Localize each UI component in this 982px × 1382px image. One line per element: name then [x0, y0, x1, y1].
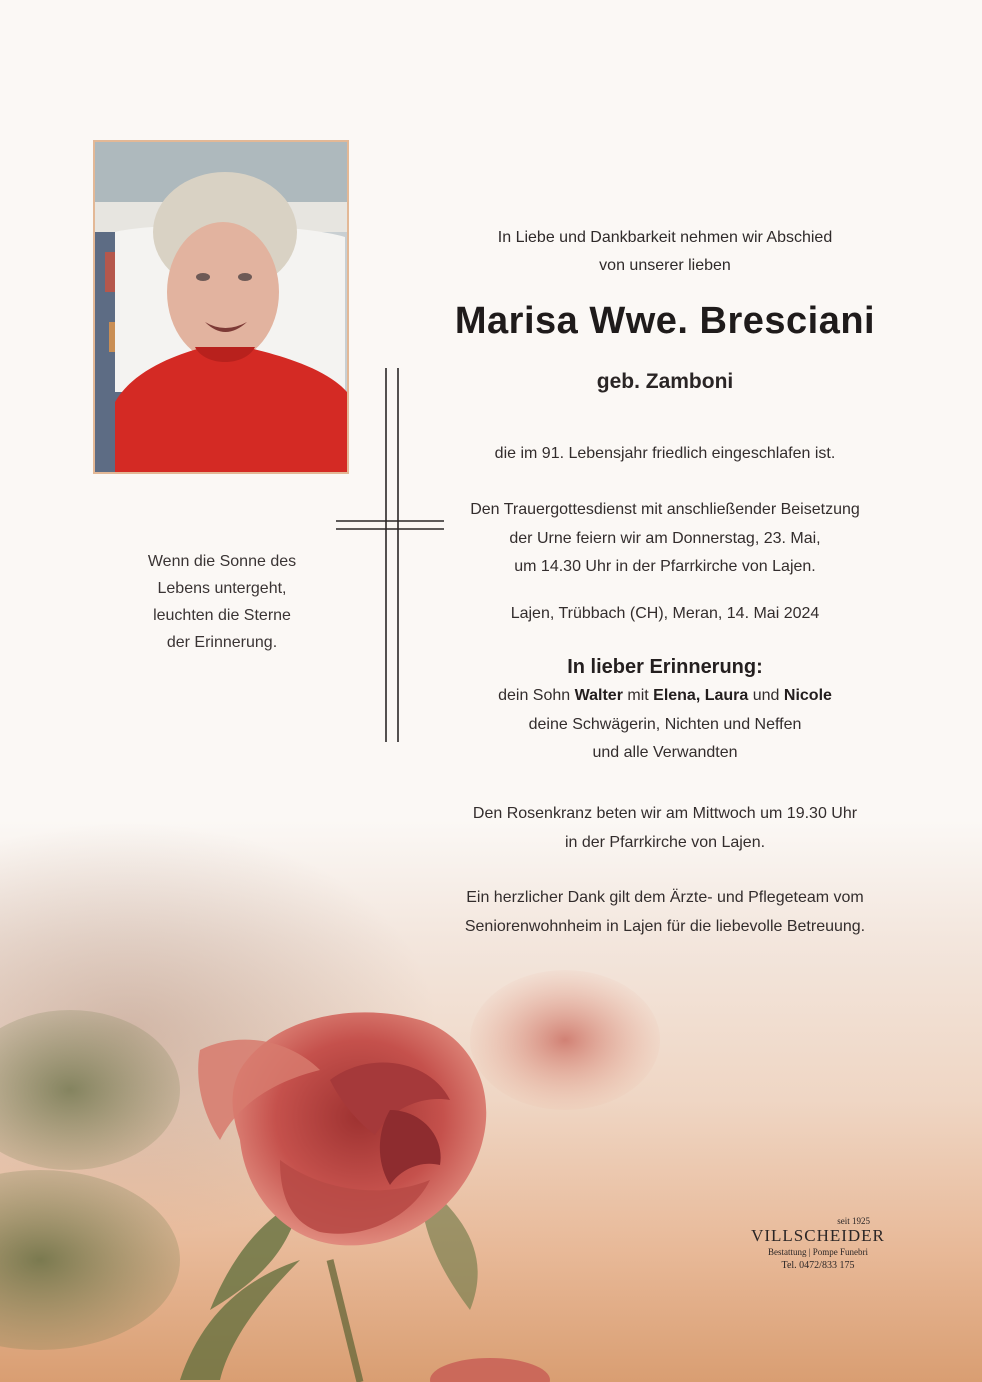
mourner-name: Nicole — [783, 687, 832, 704]
mourner-name: Elena, Laura — [653, 687, 749, 704]
logo-since: seit 1925 — [837, 1216, 870, 1226]
mourners-line — [445, 682, 885, 711]
quote-line: der Erinnerung. — [166, 634, 278, 651]
service-line: Den Trauergottesdienst mit anschließender Beisetzung — [470, 501, 860, 518]
intro-line: von unserer lieben — [599, 257, 731, 274]
intro-text — [445, 224, 885, 280]
rosary-line: Den Rosenkranz beten wir am Mittwoch um 19.30 Uhr — [472, 805, 858, 822]
logo-subtitle: Bestattung | Pompe Funebri — [767, 1247, 869, 1257]
thanks-line: Seniorenwohnheim in Lajen für die liebevolle Betreuung. — [464, 917, 866, 935]
quote-line: Wenn die Sonne des — [147, 553, 297, 570]
quote-line: Lebens untergeht, — [157, 580, 287, 597]
quote — [112, 548, 332, 656]
cross-icon — [336, 368, 444, 742]
passing-line: die im 91. Lebensjahr friedlich eingeschlafen ist. — [494, 445, 836, 462]
mourners-heading: In lieber Erinnerung: — [567, 656, 763, 678]
mourner-name: Walter — [574, 687, 623, 704]
intro-line: In Liebe und Dankbarkeit nehmen wir Abschied — [497, 229, 833, 246]
mourners — [445, 652, 885, 768]
mourners-text: und — [748, 687, 784, 704]
rosary-line: in der Pfarrkirche von Lajen. — [564, 833, 766, 851]
roses-illustration — [0, 960, 982, 1382]
birth-name: geb. Zamboni — [596, 370, 734, 393]
deceased-name: Marisa Wwe. Bresciani — [454, 300, 876, 342]
place-date-line: Lajen, Trübbach (CH), Meran, 14. Mai 2024 — [510, 605, 820, 622]
funeral-home-logo — [748, 1216, 888, 1273]
service-line: um 14.30 Uhr in der Pfarrkirche von Lajen. — [514, 558, 816, 575]
mourners-text: mit — [622, 687, 654, 704]
rosary-text — [445, 800, 885, 857]
service-line: der Urne feiern wir am Donnerstag, 23. Mai, — [509, 529, 821, 547]
mourners-line: und alle Verwandten — [592, 744, 738, 761]
place-date — [445, 600, 885, 629]
passing-text — [445, 440, 885, 469]
mourners-line: deine Schwägerin, Nichten und Neffen — [528, 715, 802, 733]
thanks-text — [445, 884, 885, 941]
service-text — [445, 496, 885, 582]
mourners-text: dein Sohn — [498, 687, 575, 704]
logo-brand: VILLSCHEIDER — [751, 1226, 885, 1245]
thanks-line: Ein herzlicher Dank gilt dem Ärzte- und Pflegeteam vom — [466, 889, 864, 906]
portrait-photo — [93, 140, 349, 474]
logo-phone: Tel. 0472/833 175 — [781, 1260, 855, 1271]
quote-line: leuchten die Sterne — [153, 607, 291, 624]
